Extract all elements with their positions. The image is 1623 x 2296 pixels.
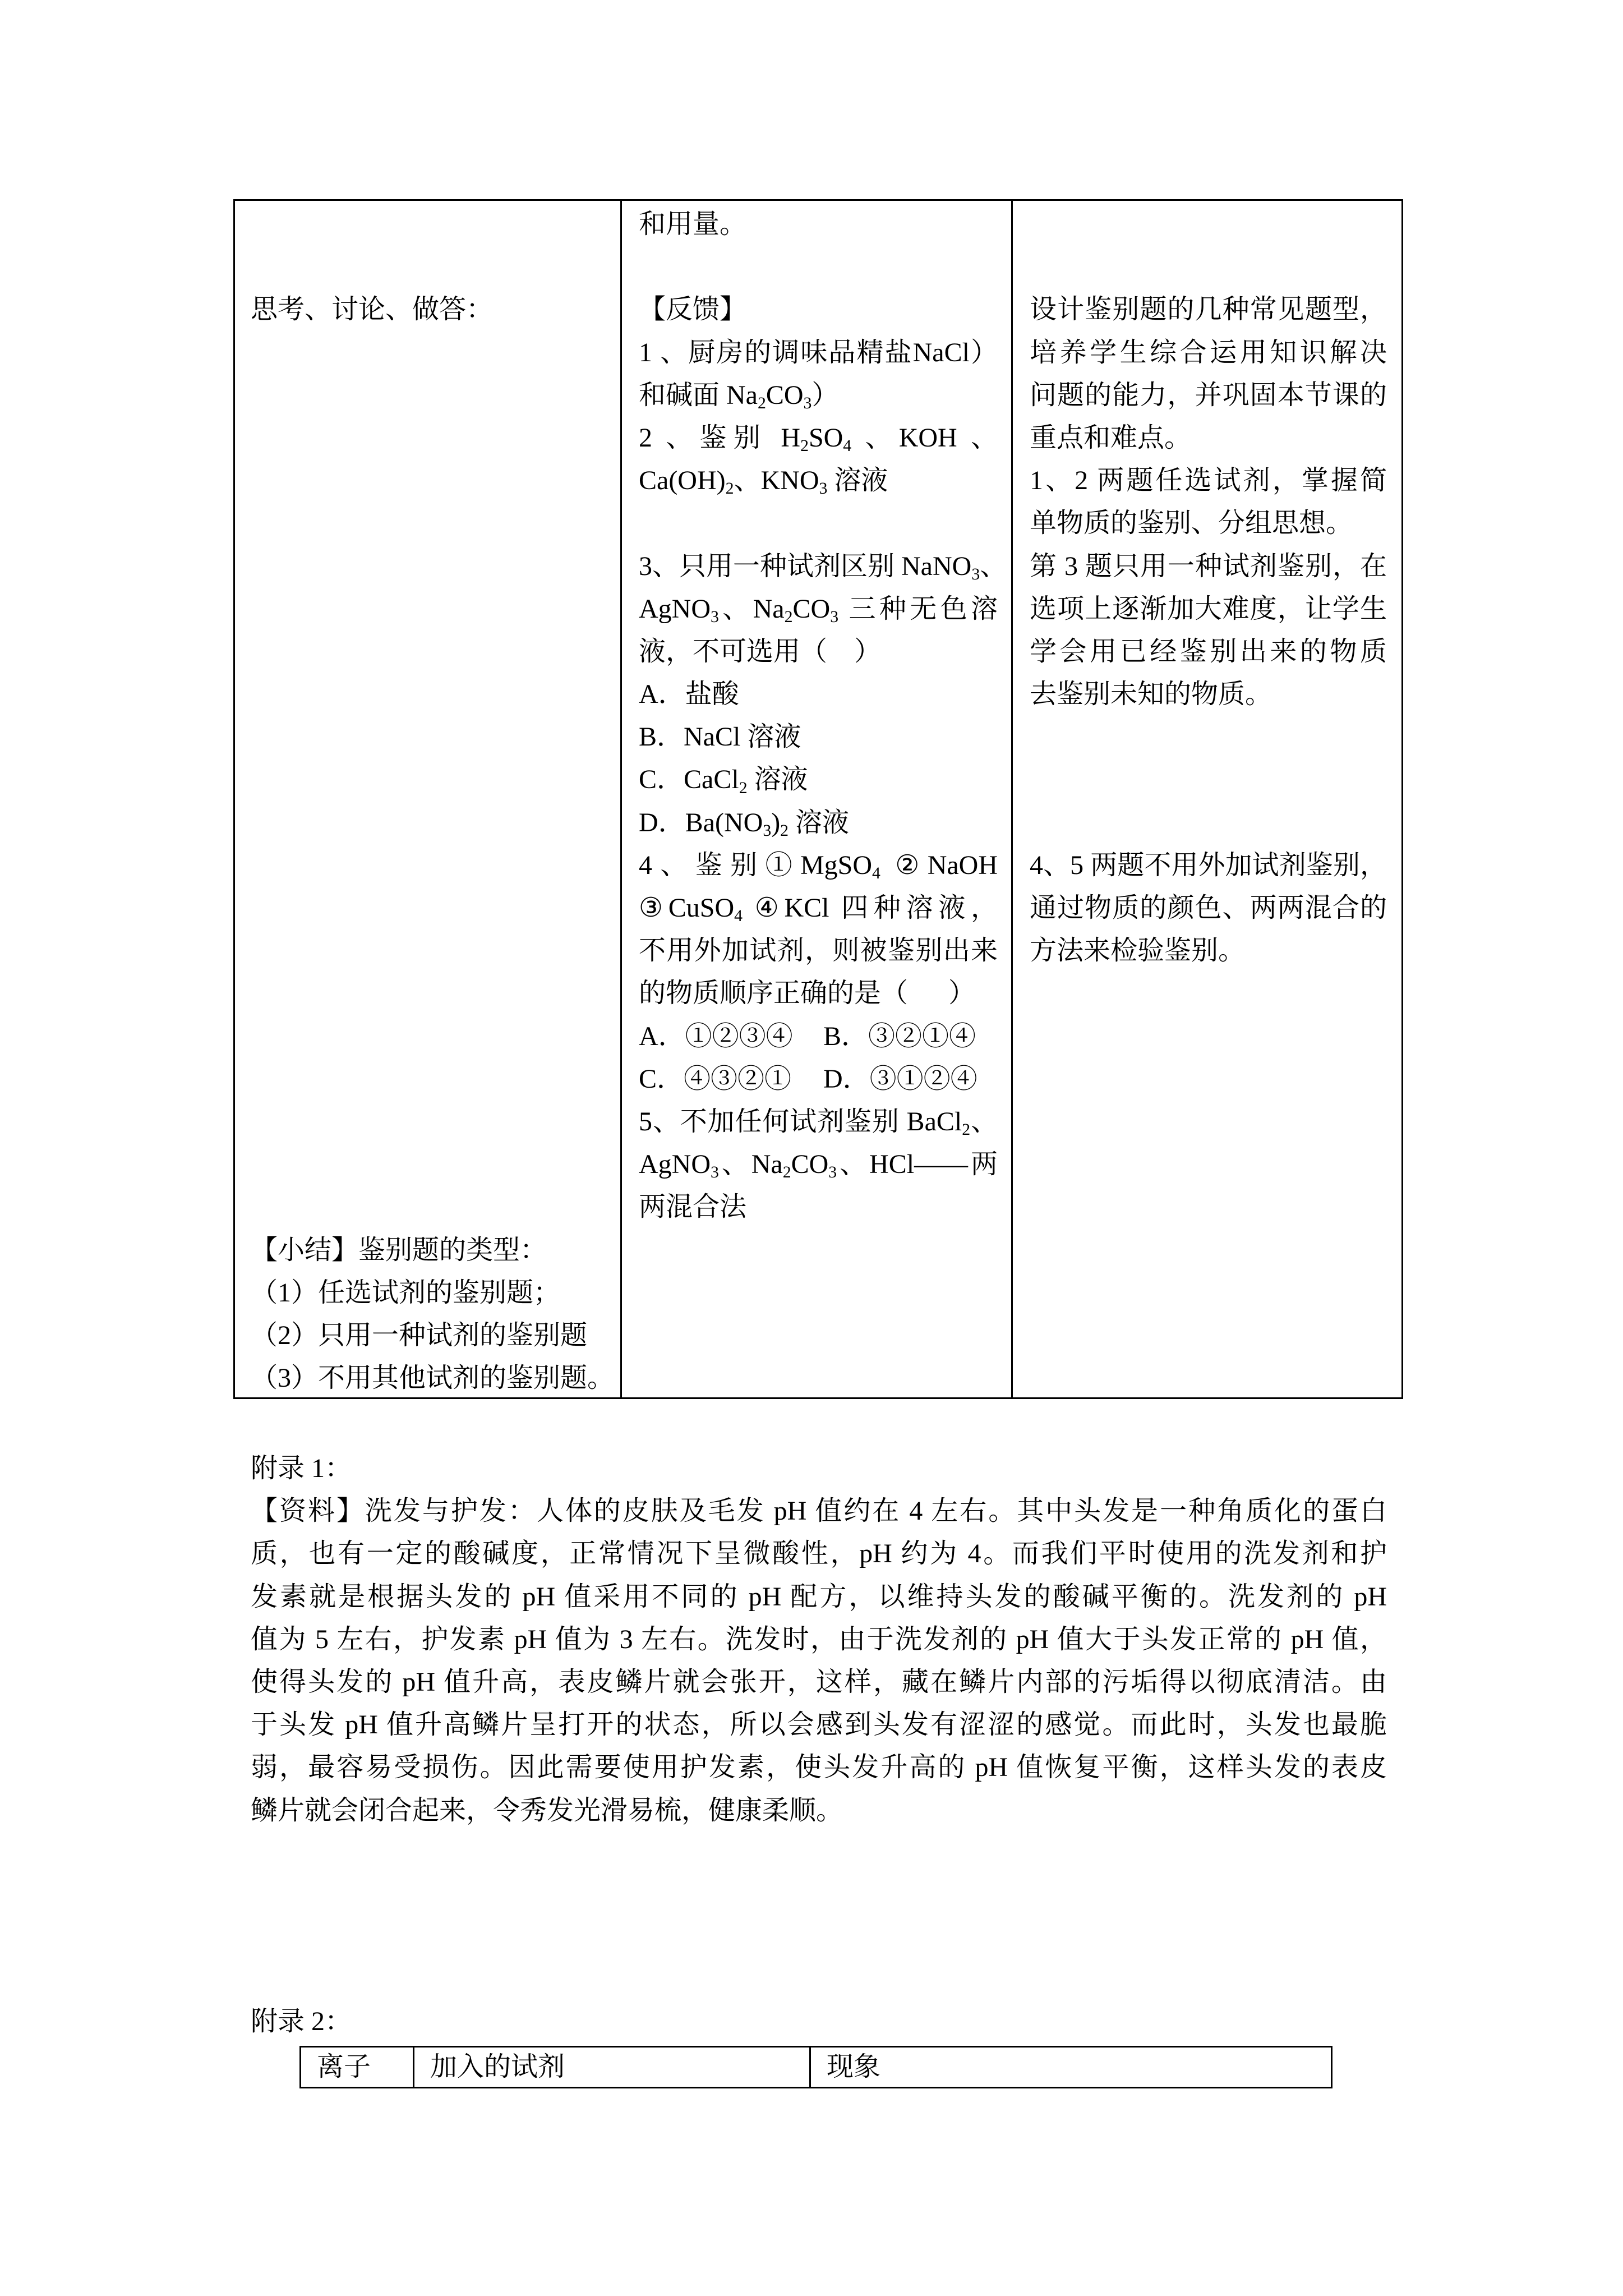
subscript: 4: [843, 436, 852, 455]
paragraph-line: 鳞片就会闭合起来，令秀发光滑易梳，健康柔顺。: [251, 1795, 843, 1825]
text-run: D．Ba(NO: [639, 807, 763, 838]
text-run: 溶液: [747, 765, 808, 795]
answer-option: A．盐酸: [639, 679, 739, 710]
question-stem: [639, 844, 998, 1015]
text-run: 3、只用一种试剂区别 NaNO: [639, 551, 972, 581]
summary-item: （3）不用其他试剂的鉴别题。: [251, 1363, 615, 1393]
text-run: SO: [808, 422, 843, 453]
summary-item: （2）只用一种试剂的鉴别题: [251, 1320, 588, 1351]
text-line: 第 3 题只用一种试剂鉴别，在: [1030, 551, 1387, 581]
answer-option: B．NaCl 溶液: [639, 722, 801, 752]
text-run: CO: [766, 380, 804, 410]
text-line: [639, 1101, 998, 1143]
subscript: 2: [962, 1120, 971, 1139]
text-run: 、KOH 、: [851, 422, 998, 453]
ion-test-table: [299, 2046, 1332, 2088]
text-line: [639, 459, 998, 502]
carryover-text: 和用量。: [639, 209, 747, 239]
paragraph-line: 弱，最容易受损伤。因此需要使用护发素，使头发升高的 pH 值恢复平衡，这样头发的表皮: [251, 1752, 1387, 1783]
intent-paragraph: [1030, 844, 1387, 973]
intent-paragraph: [1030, 545, 1387, 716]
text-run: 、KNO: [734, 466, 819, 496]
discussion-prompt: 思考、讨论、做答：: [251, 295, 494, 325]
text-run: AgNO: [639, 1149, 711, 1180]
text-run: 、Na: [718, 593, 785, 624]
text-line: [639, 588, 998, 631]
subscript: 2: [782, 1163, 791, 1182]
option-row: [639, 673, 998, 716]
text-run: ③CuSO: [639, 893, 735, 923]
text-run: 、HCl——两: [837, 1149, 998, 1180]
subscript: 2: [739, 778, 748, 797]
option-row: [639, 1058, 998, 1101]
text-line: 1 、厨房的调味品精盐NaCl）: [639, 337, 998, 367]
feedback-question: [639, 332, 998, 417]
answer-option: C．④③②①: [639, 1064, 792, 1094]
paragraph-line: 质，也有一定的酸碱度，正常情况下呈微酸性，pH 约为 4。而我们平时使用的洗发剂和护: [251, 1539, 1387, 1569]
text-run: C．CaCl: [639, 765, 739, 795]
question-stem: [639, 417, 998, 502]
subscript: 3: [971, 564, 980, 583]
text-run: Ca(OH): [639, 466, 726, 496]
option-row: [639, 716, 998, 758]
subscript: 3: [711, 1163, 719, 1182]
text-line: [639, 887, 998, 930]
answer-option: B．③②①④: [823, 1021, 976, 1051]
text-line: 方法来检验鉴别。: [1030, 936, 1246, 966]
appendix-1: [251, 1447, 1387, 1832]
feedback-heading: 【反馈】: [639, 295, 747, 325]
text-line: 的物质顺序正确的是（ ）: [639, 978, 976, 1009]
text-line: [639, 844, 998, 887]
text-line: 4、5 两题不用外加试剂鉴别，: [1030, 850, 1387, 880]
student-activity-cell: [235, 201, 622, 1397]
text-line: 去鉴别未知的物质。: [1030, 679, 1272, 710]
intent-paragraph: [1030, 288, 1387, 459]
text-run: 溶液: [827, 466, 888, 496]
option-row: [639, 758, 998, 801]
question-stem: [639, 545, 1007, 674]
paragraph-line: 于头发 pH 值升高鳞片呈打开的状态，所以会感到头发有涩涩的感觉。而此时，头发也最脆: [251, 1710, 1387, 1740]
text-run: 和碱面 Na: [639, 380, 758, 410]
summary-block: [251, 1229, 614, 1400]
design-intent-cell: [1013, 201, 1401, 1397]
column-header-phenomenon: 现象: [827, 2052, 881, 2082]
text-line: 不用外加试剂，则被鉴别出来: [639, 936, 998, 966]
column-header-ion: 离子: [301, 2047, 414, 2087]
text-line: [639, 545, 1007, 588]
text-run: 三种无色溶: [838, 593, 998, 624]
text-line: 学会用已经鉴别出来的物质: [1030, 636, 1387, 666]
paragraph-line: 使得头发的 pH 值升高，表皮鳞片就会张开，这样，藏在鳞片内部的污垢得以彻底清洁。由: [251, 1667, 1387, 1697]
text-run: AgNO: [639, 593, 711, 624]
paragraph-line: 【资料】洗发与护发：人体的皮肤及毛发 pH 值约在 4 左右。其中头发是一种角质化的蛋白: [251, 1496, 1387, 1526]
text-run: ）: [811, 380, 839, 410]
subscript: 4: [872, 864, 880, 883]
appendix-1-label: 附录 1：: [251, 1453, 352, 1483]
column-header-reagent: 加入的试剂: [414, 2047, 811, 2087]
teacher-content-cell: [622, 201, 1013, 1397]
subscript: 2: [784, 608, 793, 627]
text-line: 培养学生综合运用知识解决: [1030, 337, 1387, 367]
subscript: 3: [803, 394, 812, 413]
lesson-table: [233, 199, 1403, 1399]
text-line: [639, 1143, 998, 1186]
text-line: 问题的能力，并巩固本节课的: [1030, 380, 1387, 410]
feedback-question: [639, 545, 1007, 844]
summary-heading: 【小结】鉴别题的类型：: [251, 1235, 547, 1265]
subscript: 3: [711, 608, 719, 627]
text-run: 5、不加任何试剂鉴别 BaCl: [639, 1106, 962, 1137]
intent-paragraph: [1030, 459, 1387, 545]
feedback-question: [639, 844, 998, 1101]
subscript: 2: [757, 394, 766, 413]
design-intent-text: [1030, 288, 1387, 972]
feedback-questions: [639, 332, 1007, 1229]
text-line: 1、2 两题任选试剂，掌握简: [1030, 466, 1387, 496]
feedback-question: [639, 417, 998, 502]
subscript: 2: [800, 436, 809, 455]
text-line: [639, 374, 998, 417]
appendix-2-label: 附录 2：: [251, 2007, 352, 2036]
answer-option: [639, 808, 849, 838]
summary-item: （1）任选试剂的鉴别题；: [251, 1277, 561, 1308]
text-run: CO: [791, 1149, 829, 1180]
feedback-question: [639, 1101, 998, 1229]
option-row: [639, 1015, 998, 1058]
text-line: 通过物质的颜色、两两混合的: [1030, 893, 1387, 923]
text-run: 、Na: [718, 1149, 783, 1180]
text-line: 两混合法: [639, 1192, 747, 1222]
text-line: 重点和难点。: [1030, 422, 1192, 453]
paragraph-line: 发素就是根据头发的 pH 值采用不同的 pH 配方，以维持头发的酸碱平衡的。洗发剂的 pH: [251, 1581, 1387, 1612]
subscript: 2: [780, 821, 789, 840]
answer-option: A．①②③④: [639, 1021, 793, 1051]
text-run: 、: [970, 1106, 998, 1137]
text-run: CO: [792, 593, 831, 624]
paragraph-line: 值为 5 左右，护发素 pH 值为 3 左右。洗发时，由于洗发剂的 pH 值大于头发正常的 pH 值，: [251, 1624, 1387, 1654]
text-run: ): [771, 807, 781, 838]
text-run: 2 、鉴别 H: [639, 422, 801, 453]
answer-option: D．③①②④: [823, 1064, 978, 1094]
subscript: 4: [734, 907, 743, 926]
question-stem: [639, 332, 998, 417]
text-run: 4、鉴别①MgSO: [639, 850, 873, 880]
text-run: ④KCl 四种溶液，: [743, 893, 998, 923]
text-line: 选项上逐渐加大难度，让学生: [1030, 593, 1387, 624]
subscript: 2: [725, 479, 734, 498]
subscript: 3: [763, 821, 772, 840]
text-run: 溶液: [789, 807, 850, 838]
option-row: [639, 802, 998, 844]
text-run: ②NaOH: [880, 850, 998, 880]
text-line: [639, 417, 998, 459]
text-run: 、: [980, 551, 1007, 581]
question-stem: [639, 1101, 998, 1229]
answer-option: [639, 765, 808, 797]
text-line: 液，不可选用（ ）: [639, 636, 882, 666]
subscript: 3: [828, 1163, 837, 1182]
text-line: 设计鉴别题的几种常见题型，: [1030, 295, 1387, 325]
text-line: 单物质的鉴别、分组思想。: [1030, 508, 1353, 539]
subscript: 3: [830, 608, 839, 627]
subscript: 3: [819, 479, 828, 498]
